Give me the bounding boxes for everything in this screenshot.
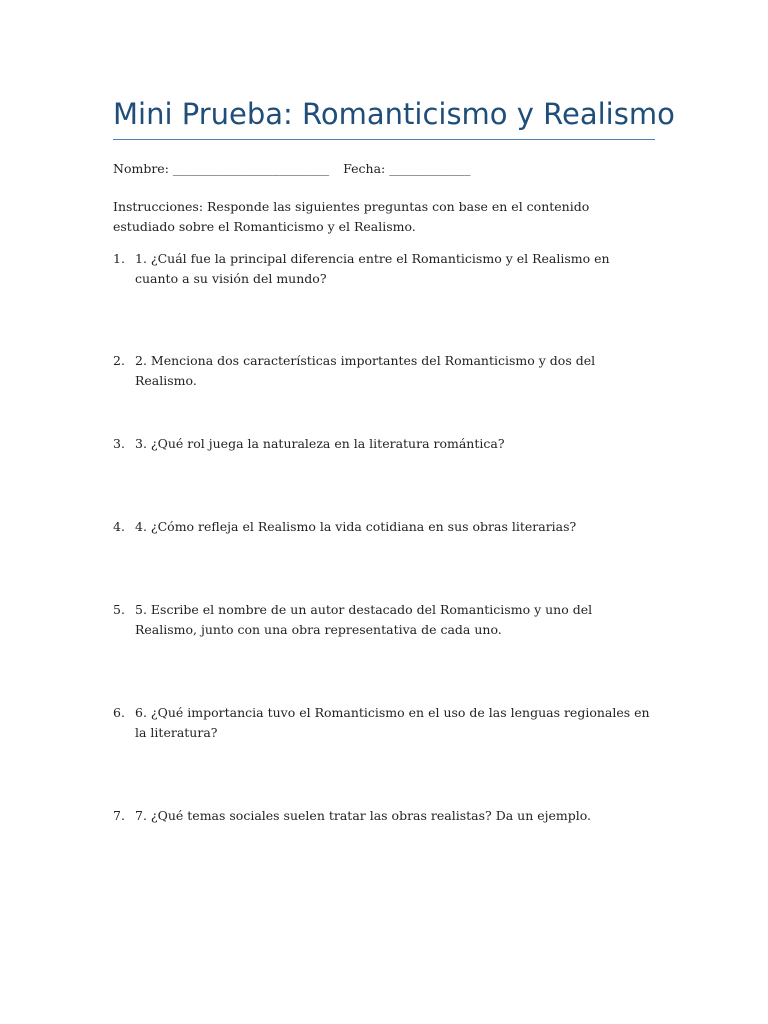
instructions: Instrucciones: Responde las siguientes preguntas con base en el contenido estudiado sobre el Romanticismo y el Realismo.: [113, 199, 590, 234]
question-text: 1. ¿Cuál fue la principal diferencia entre el Romanticismo y el Realismo en cuanto a su visión del mundo?: [135, 251, 610, 286]
question-marker: 5.: [113, 602, 125, 617]
question-text: 2. Menciona dos características importantes del Romanticismo y dos del Realismo.: [135, 353, 596, 388]
question-marker: 1.: [113, 251, 125, 266]
question-item: [113, 351, 655, 391]
question-text: 4. ¿Cómo refleja el Realismo la vida cotidiana en sus obras literarias?: [135, 519, 577, 534]
question-text: 7. ¿Qué temas sociales suelen tratar las obras realistas? Da un ejemplo.: [135, 808, 592, 823]
question-text: 3. ¿Qué rol juega la naturaleza en la literatura romántica?: [135, 436, 505, 451]
question-item: [113, 434, 655, 454]
question-text: 6. ¿Qué importancia tuvo el Romanticismo en el uso de las lenguas regionales en la literatura?: [135, 705, 650, 740]
question-item: [113, 806, 655, 826]
date-field: Fecha: _____________: [343, 161, 471, 176]
document-title: Mini Prueba: Romanticismo y Realismo: [113, 97, 675, 131]
title-underline: [113, 139, 655, 140]
question-item: [113, 517, 655, 537]
document-page: [113, 0, 675, 1024]
question-item: [113, 703, 655, 743]
question-item: [113, 249, 655, 289]
question-marker: 7.: [113, 808, 125, 823]
student-fields: [113, 159, 470, 179]
question-text: 5. Escribe el nombre de un autor destacado del Romanticismo y uno del Realismo, junto con una obra representativa de cada uno.: [135, 602, 593, 637]
question-marker: 2.: [113, 353, 125, 368]
question-marker: 3.: [113, 436, 125, 451]
question-item: [113, 600, 655, 640]
name-field: Nombre: _________________________: [113, 161, 330, 176]
question-marker: 4.: [113, 519, 125, 534]
question-marker: 6.: [113, 705, 125, 720]
